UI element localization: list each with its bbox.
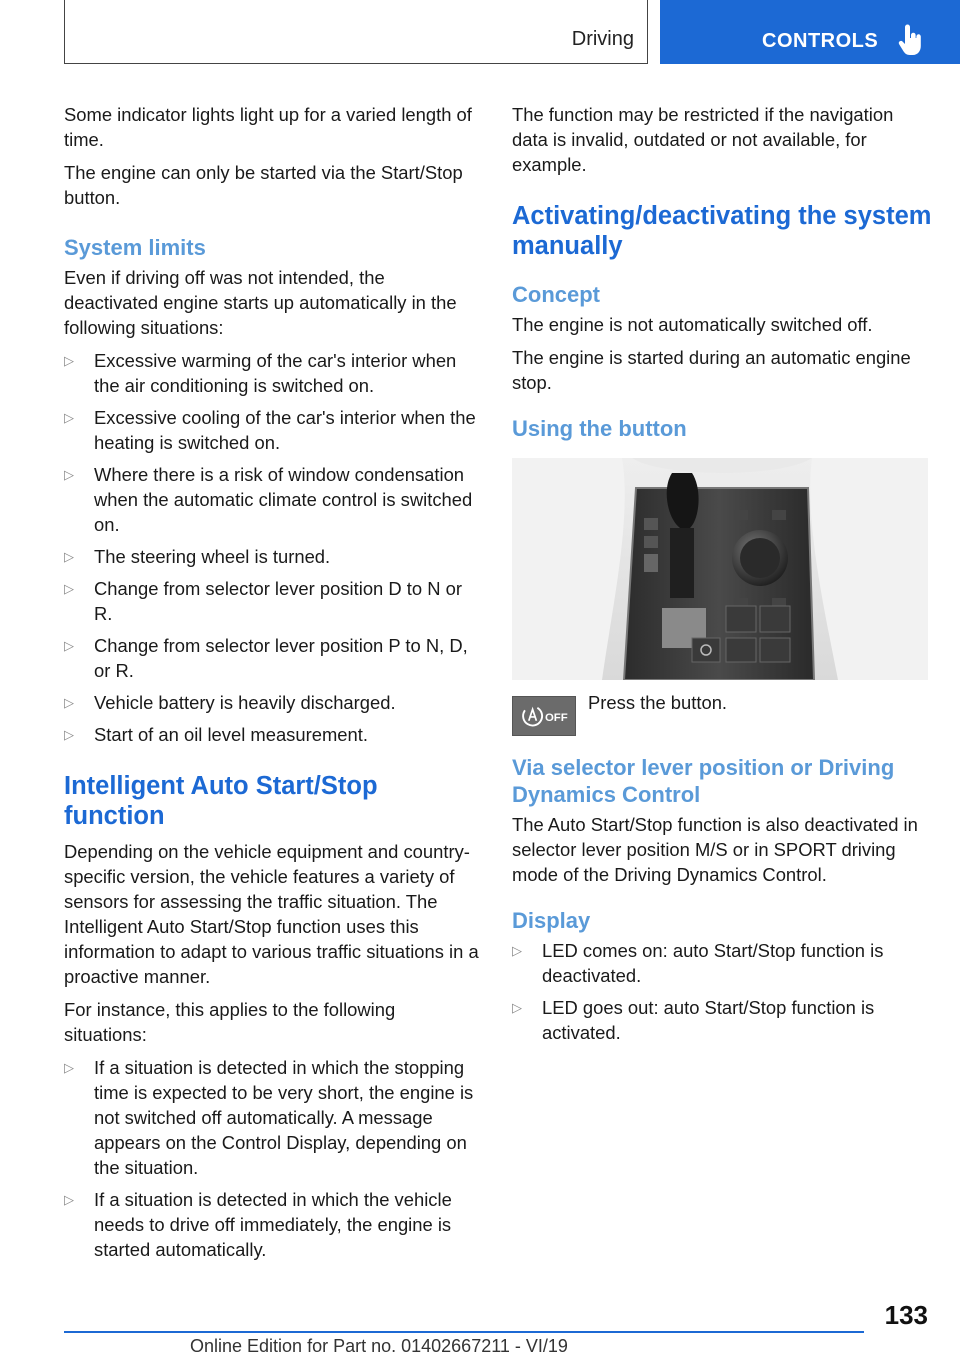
controls-tab-label: CONTROLS xyxy=(762,30,879,52)
left-column xyxy=(64,102,482,1269)
intelligent-auto-start-stop-heading: Intelligent Auto Start/Stop function xyxy=(64,772,378,830)
list-item-text: Change from selector lever position D to N or R. xyxy=(94,578,462,624)
triangle-bullet-icon: ▷ xyxy=(64,695,74,710)
paragraph: The engine can only be started via the Start/Stop button. xyxy=(64,162,463,208)
list-item-text: Change from selector lever position P to N, D, or R. xyxy=(94,635,468,681)
list-item xyxy=(64,1187,482,1262)
list-item xyxy=(64,722,482,747)
concept-heading: Concept xyxy=(512,282,600,307)
section-title: Driving xyxy=(571,28,634,50)
list-item xyxy=(64,1055,482,1180)
paragraph: The engine is not automatically switched off. xyxy=(512,314,873,335)
list-item xyxy=(64,633,482,683)
triangle-bullet-icon: ▷ xyxy=(512,943,522,958)
via-selector-heading: Via selector lever position or Driving Dynamics Control xyxy=(512,755,895,807)
list-item-text: If a situation is detected in which the vehicle needs to drive off immediately, the engine is started automatically. xyxy=(94,1189,452,1260)
list-item xyxy=(512,995,932,1045)
triangle-bullet-icon: ▷ xyxy=(64,638,74,653)
list-item-text: Excessive warming of the car's interior when the air conditioning is switched on. xyxy=(94,350,457,396)
center-console-illustration xyxy=(512,458,928,680)
list-item-text: Vehicle battery is heavily discharged. xyxy=(94,692,396,713)
list-item xyxy=(512,938,932,988)
using-button-heading: Using the button xyxy=(512,416,687,441)
header-frame xyxy=(64,0,648,64)
right-column xyxy=(512,102,932,1052)
triangle-bullet-icon: ▷ xyxy=(64,581,74,596)
triangle-bullet-icon: ▷ xyxy=(64,353,74,368)
activating-deactivating-heading: Activating/deactivating the system manually xyxy=(512,202,932,260)
list-item-text: Excessive cooling of the car's interior when the heating is switched on. xyxy=(94,407,476,453)
list-item-text: The steering wheel is turned. xyxy=(94,546,331,567)
list-item xyxy=(64,348,482,398)
list-item-text: LED goes out: auto Start/Stop function is activated. xyxy=(542,997,875,1043)
list-item xyxy=(64,690,482,715)
system-limits-heading: System limits xyxy=(64,235,206,260)
paragraph: Even if driving off was not intended, the deactivated engine starts up automatically in the following situations: xyxy=(64,267,457,338)
paragraph: For instance, this applies to the following situations: xyxy=(64,999,396,1045)
svg-text:OFF: OFF xyxy=(544,711,568,724)
list-item xyxy=(64,462,482,537)
button-instruction xyxy=(512,690,932,734)
list-item-text: LED comes on: auto Start/Stop function is deactivated. xyxy=(542,940,884,986)
paragraph: Some indicator lights light up for a varied length of time. xyxy=(64,104,472,150)
hand-pointer-icon xyxy=(896,24,924,58)
list-item-text: Start of an oil level measurement. xyxy=(94,724,368,745)
display-list xyxy=(512,938,932,1045)
edition-footer: Online Edition for Part no. 01402667211 - VI/19 xyxy=(190,1336,568,1356)
list-item xyxy=(64,544,482,569)
list-item-text: Where there is a risk of window condensation when the automatic climate control is switched on. xyxy=(94,464,473,535)
press-button-text: Press the button. xyxy=(588,692,728,713)
center-console-photo xyxy=(512,458,928,680)
paragraph: The function may be restricted if the navigation data is invalid, outdated or not available, for example. xyxy=(512,104,894,175)
triangle-bullet-icon: ▷ xyxy=(512,1000,522,1015)
list-item-text: If a situation is detected in which the stopping time is expected to be very short, the engine is not switched off automatically. A message appears on the Control Display, depending on the situation. xyxy=(94,1057,474,1178)
paragraph: The Auto Start/Stop function is also deactivated in selector lever position M/S or in SPORT driving mode of the Driving Dynamics Control. xyxy=(512,814,918,885)
page-number: 133 xyxy=(884,1300,928,1330)
auto-start-stop-off-icon xyxy=(512,696,576,736)
paragraph: The engine is started during an automatic engine stop. xyxy=(512,347,911,393)
controls-tab xyxy=(660,0,960,64)
list-item xyxy=(64,576,482,626)
display-heading: Display xyxy=(512,908,591,933)
situations-list xyxy=(64,1055,482,1262)
footer-rule xyxy=(64,1331,864,1333)
triangle-bullet-icon: ▷ xyxy=(64,549,74,564)
system-limits-list xyxy=(64,348,482,747)
triangle-bullet-icon: ▷ xyxy=(64,727,74,742)
paragraph: Depending on the vehicle equipment and country-specific version, the vehicle features a variety of sensors for assessing the traffic situation. The Intelligent Auto Start/Stop function uses this information to adapt to various traffic situations in a proactive manner. xyxy=(64,841,479,987)
triangle-bullet-icon: ▷ xyxy=(64,410,74,425)
triangle-bullet-icon: ▷ xyxy=(64,1060,74,1075)
list-item xyxy=(64,405,482,455)
triangle-bullet-icon: ▷ xyxy=(64,1192,74,1207)
triangle-bullet-icon: ▷ xyxy=(64,467,74,482)
